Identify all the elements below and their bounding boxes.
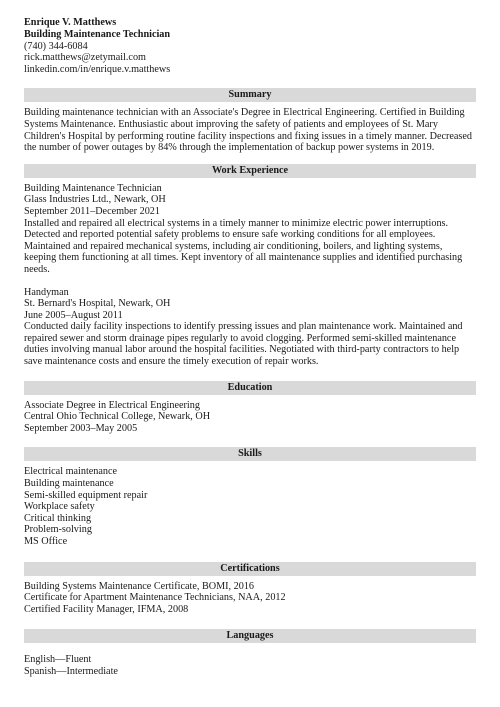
candidate-role: Building Maintenance Technician <box>24 29 171 40</box>
list-item: Workplace safety <box>24 501 95 513</box>
education-dates: September 2003–May 2005 <box>24 422 138 434</box>
job-dates: September 2011–December 2021 <box>24 205 160 217</box>
section-heading-languages: Languages <box>24 629 476 643</box>
section-heading-skills: Skills <box>24 447 476 461</box>
education-degree: Associate Degree in Electrical Engineering <box>24 399 200 411</box>
education-school: Central Ohio Technical College, Newark, OH <box>24 411 211 423</box>
job-description: Conducted daily facility inspections to identify pressing issues and plan maintenance work. Maintained and repaired sewer and storm drainage pipes regularly to avoid clogging. Performed semi-skilled maintenance duties involving manual labor around the hospital facilities. Negotiated with third-party contractors to help save maintenance costs and ensure the timely execution of repair works. <box>24 321 463 368</box>
email-address: rick.matthews@zetymail.com <box>24 52 146 64</box>
candidate-name: Enrique V. Matthews <box>24 17 117 28</box>
job-title: Handyman <box>24 286 69 298</box>
skills-list <box>24 466 476 547</box>
job-dates: June 2005–August 2011 <box>24 309 123 321</box>
job-company: St. Bernard's Hospital, Newark, OH <box>24 298 171 310</box>
list-item: Problem-solving <box>24 524 92 536</box>
list-item: English—Fluent <box>24 654 92 666</box>
job-description: Installed and repaired all electrical systems in a timely manner to minimize electric power interruptions. Detected and reported potential safety problems to ensure safe working conditions for all employees. Maintained and repaired mechanical systems, including air conditioning, boilers, and lighting systems, keeping them functioning at all times. Kept inventory of all maintenance supplies and identified purchasing needs. <box>24 217 463 275</box>
section-heading-summary: Summary <box>24 88 476 102</box>
resume-header <box>24 17 476 75</box>
languages-list <box>24 648 476 677</box>
certifications-list <box>24 581 476 616</box>
experience-list <box>24 183 476 368</box>
job-title: Building Maintenance Technician <box>24 182 162 194</box>
job-entry <box>24 183 476 276</box>
list-item: Electrical maintenance <box>24 466 118 478</box>
education-entry <box>24 400 476 435</box>
list-item: MS Office <box>24 536 68 547</box>
job-company: Glass Industries Ltd., Newark, OH <box>24 194 166 206</box>
section-heading-certifications: Certifications <box>24 562 476 576</box>
summary-paragraph: Building maintenance technician with an Associate's Degree in Electrical Engineering. Certified in Building Systems Maintenance. Enthusiastic about improving the safety of patients and employees of St. Mary Children's Hospital by performing routine facility inspections and fixing issues in a timely manner. Decreased the number of power outages by 84% through the implementation of backup power systems in 2019. <box>24 107 473 154</box>
summary-text <box>24 107 476 153</box>
list-item: Building Systems Maintenance Certificate, BOMI, 2016 <box>24 580 255 592</box>
list-item: Spanish—Intermediate <box>24 665 118 677</box>
section-heading-experience: Work Experience <box>24 164 476 178</box>
list-item: Semi-skilled equipment repair <box>24 489 148 501</box>
section-heading-education: Education <box>24 381 476 395</box>
list-item: Certified Facility Manager, IFMA, 2008 <box>24 603 189 615</box>
list-item: Certificate for Apartment Maintenance Technicians, NAA, 2012 <box>24 592 286 604</box>
phone-number: (740) 344-6084 <box>24 40 88 52</box>
list-item: Building maintenance <box>24 478 114 490</box>
list-item: Critical thinking <box>24 512 92 524</box>
job-entry <box>24 287 476 368</box>
linkedin-url: linkedin.com/in/enrique.v.matthews <box>24 63 171 75</box>
